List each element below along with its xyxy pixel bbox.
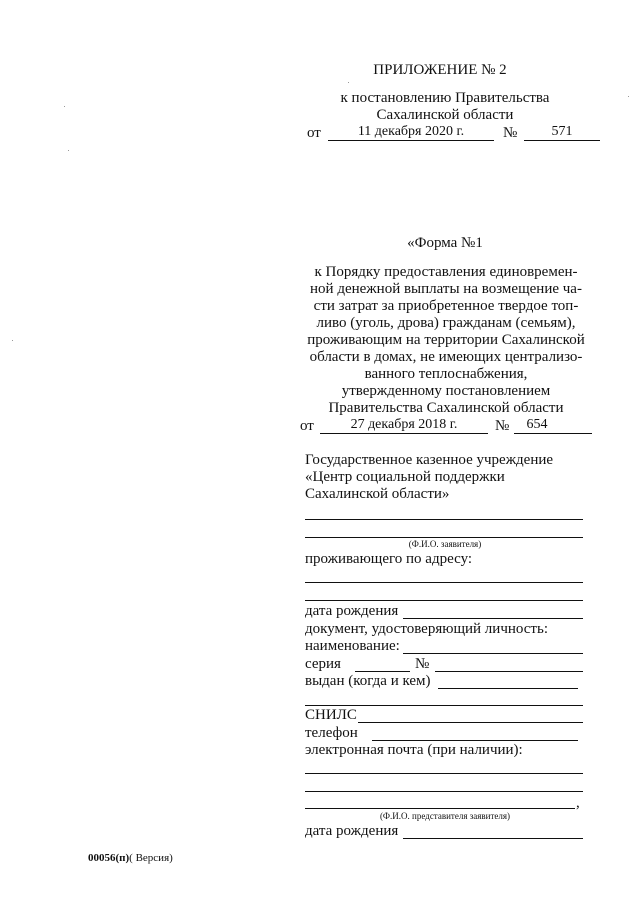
series-line[interactable] [355,671,410,672]
document-footer [88,852,173,864]
doc-number-line[interactable] [435,671,583,672]
email-line[interactable] [305,773,583,774]
applicant-name-line[interactable] [305,537,583,538]
form-line: сти затрат за приобретенное твердое топ- [313,298,579,314]
appendix-date: 11 декабря 2020 г. [357,124,465,139]
form-line: ливо (уголь, дрова) гражданам (семьям), [316,315,576,331]
birth-date-label: дата рождения [305,603,399,619]
scan-speck [64,106,65,107]
form-line: утвержденному постановлением [341,383,551,399]
form-line: ной денежной выплаты на возмещение ча- [310,281,582,297]
appendix-number-label: № [503,125,518,141]
appendix-number: 571 [551,124,573,139]
form-number: 654 [526,417,548,432]
address-label: проживающего по адресу: [305,551,473,567]
applicant-caption: (Ф.И.О. заявителя) [408,539,482,549]
appendix-date-line [328,140,494,141]
form-line: проживающим на территории Сахалинской [307,332,585,348]
form-number-line [514,433,592,434]
applicant-name-line[interactable] [305,519,583,520]
issued-line-2[interactable] [305,705,583,706]
scan-speck [12,340,13,341]
scan-speck [628,96,629,97]
representative-comma: , [576,795,580,811]
document-version: ( Версия) [129,852,173,864]
snils-line[interactable] [358,722,583,723]
representative-birth-date-label: дата рождения [305,823,399,839]
issued-line[interactable] [438,688,578,689]
appendix-from-label: от [307,125,321,141]
appendix-number-line [524,140,600,141]
doc-name-label: наименование: [305,638,400,654]
addressee-line-2: «Центр социальной поддержки [305,469,505,485]
address-line[interactable] [305,600,583,601]
representative-caption: (Ф.И.О. представителя заявителя) [379,811,511,821]
form-line: Правительства Сахалинской области [328,400,564,416]
addressee-line-1: Государственное казенное учреждение [305,452,554,468]
doc-number-label: № [415,656,430,672]
addressee-line-3: Сахалинской области» [305,486,450,502]
address-line[interactable] [305,582,583,583]
series-label: серия [305,656,341,672]
representative-birth-date-line[interactable] [403,838,583,839]
representative-name-line[interactable] [305,791,583,792]
scan-speck [68,150,69,151]
doc-name-line[interactable] [403,653,583,654]
representative-name-line[interactable] [305,808,575,809]
form-from-label: от [300,418,314,434]
phone-label: телефон [305,725,358,741]
appendix-title: ПРИЛОЖЕНИЕ № 2 [373,62,507,78]
issued-label: выдан (когда и кем) [305,673,431,689]
form-number-label: № [495,418,510,434]
id-document-label: документ, удостоверяющий личность: [305,621,548,637]
appendix-line-1: к постановлению Правительства [340,90,550,106]
form-line: к Порядку предоставления единовремен- [314,264,578,280]
birth-date-line[interactable] [403,618,583,619]
email-label: электронная почта (при наличии): [305,742,523,758]
document-code: 00056(п) [88,852,130,864]
scan-speck [348,82,349,83]
phone-line[interactable] [372,740,578,741]
form-date-line [320,433,488,434]
form-date: 27 декабря 2018 г. [350,417,458,432]
appendix-line-2: Сахалинской области [376,107,514,123]
form-title: «Форма №1 [407,235,483,251]
form-line: области в домах, не имеющих централизо- [309,349,583,365]
form-line: ванного теплоснабжения, [364,366,528,382]
snils-label: СНИЛС [305,707,357,723]
